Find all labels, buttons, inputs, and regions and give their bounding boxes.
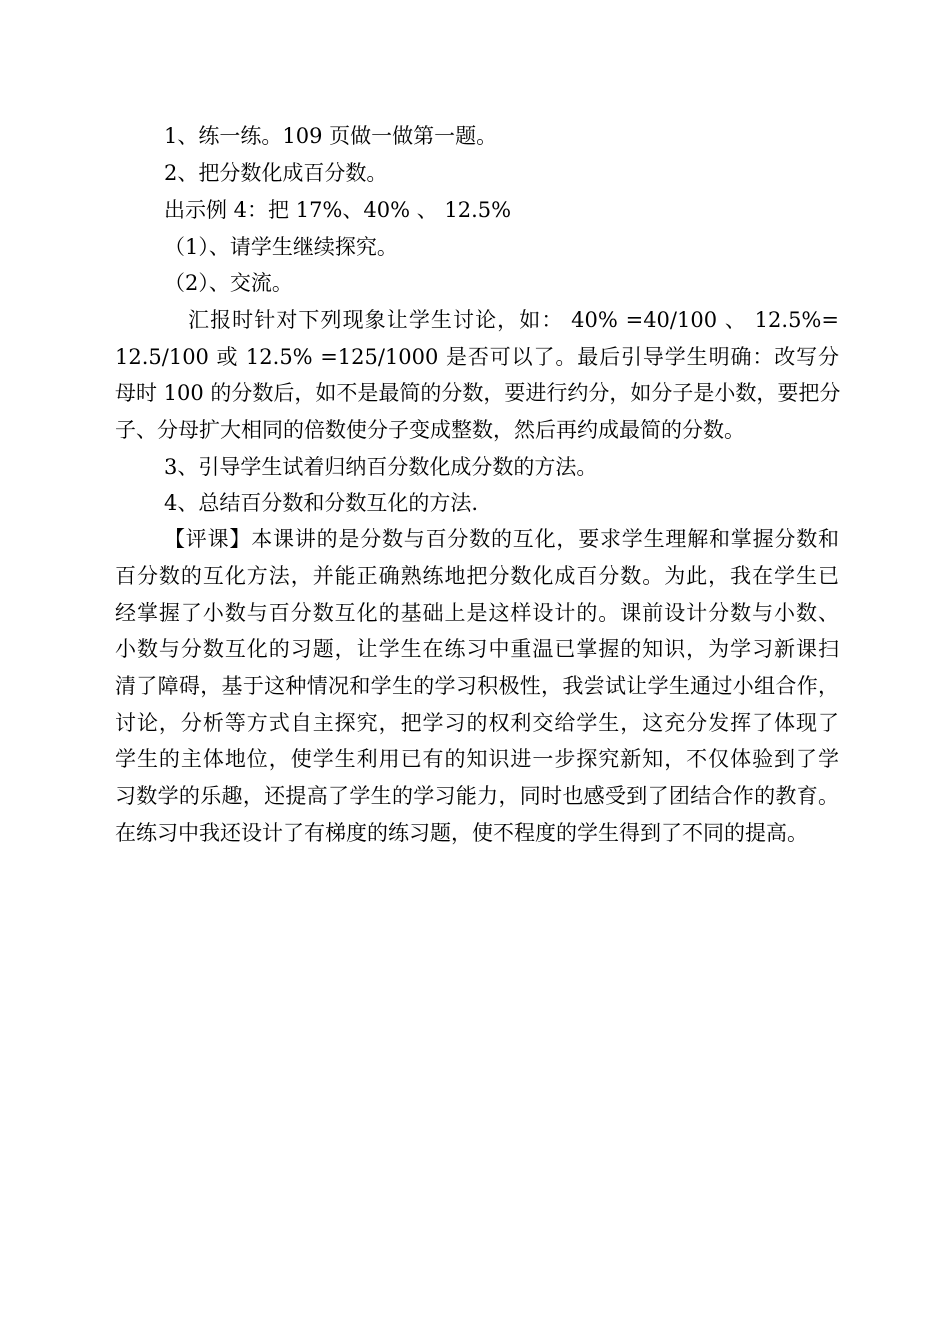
discussion-paragraph-line: 汇报时针对下列现象让学生讨论，如： 40% =40/100 、 12.5%= bbox=[188, 308, 839, 332]
review-paragraph-line: 【评课】本课讲的是分数与百分数的互化，要求学生理解和掌握分数和 bbox=[164, 527, 839, 551]
review-paragraph-line: 清了障碍，基于这种情况和学生的学习积极性，我尝试让学生通过小组合作， bbox=[115, 674, 839, 698]
exercise-item-2: 2、把分数化成百分数。 bbox=[164, 161, 388, 185]
sub-step-2: （2）、交流。 bbox=[164, 271, 293, 295]
review-paragraph-line: 学生的主体地位，使学生利用已有的知识进一步探究新知，不仅体验到了学 bbox=[115, 747, 839, 771]
review-paragraph-line: 小数与分数互化的习题，让学生在练习中重温已掌握的知识，为学习新课扫 bbox=[115, 637, 839, 661]
review-paragraph-line: 在练习中我还设计了有梯度的练习题，使不程度的学生得到了不同的提高。 bbox=[115, 821, 808, 845]
discussion-paragraph-line: 12.5/100 或 12.5% =125/1000 是否可以了。最后引导学生明确：改写分 bbox=[115, 345, 839, 369]
review-paragraph-line: 习数学的乐趣，还提高了学生的学习能力，同时也感受到了团结合作的教育。 bbox=[115, 784, 839, 808]
exercise-item-1: 1、练一练。109 页做一做第一题。 bbox=[164, 124, 498, 148]
discussion-paragraph-line: 母时 100 的分数后，如不是最简的分数，要进行约分，如分子是小数，要把分 bbox=[115, 381, 841, 405]
discussion-paragraph-line: 子、分母扩大相同的倍数使分子变成整数，然后再约成最简的分数。 bbox=[115, 418, 745, 442]
sub-step-1: （1）、请学生继续探究。 bbox=[164, 235, 398, 259]
exercise-item-4: 4、总结百分数和分数互化的方法. bbox=[164, 491, 479, 515]
review-paragraph-line: 百分数的互化方法，并能正确熟练地把分数化成百分数。为此，我在学生已 bbox=[115, 564, 839, 588]
example-4-line: 出示例 4：把 17%、40% 、 12.5% bbox=[164, 198, 512, 222]
review-paragraph-line: 讨论，分析等方式自主探究，把学习的权利交给学生，这充分发挥了体现了 bbox=[115, 711, 839, 735]
review-paragraph-line: 经掌握了小数与百分数互化的基础上是这样设计的。课前设计分数与小数、 bbox=[115, 601, 839, 625]
exercise-item-3: 3、引导学生试着归纳百分数化成分数的方法。 bbox=[164, 455, 598, 479]
